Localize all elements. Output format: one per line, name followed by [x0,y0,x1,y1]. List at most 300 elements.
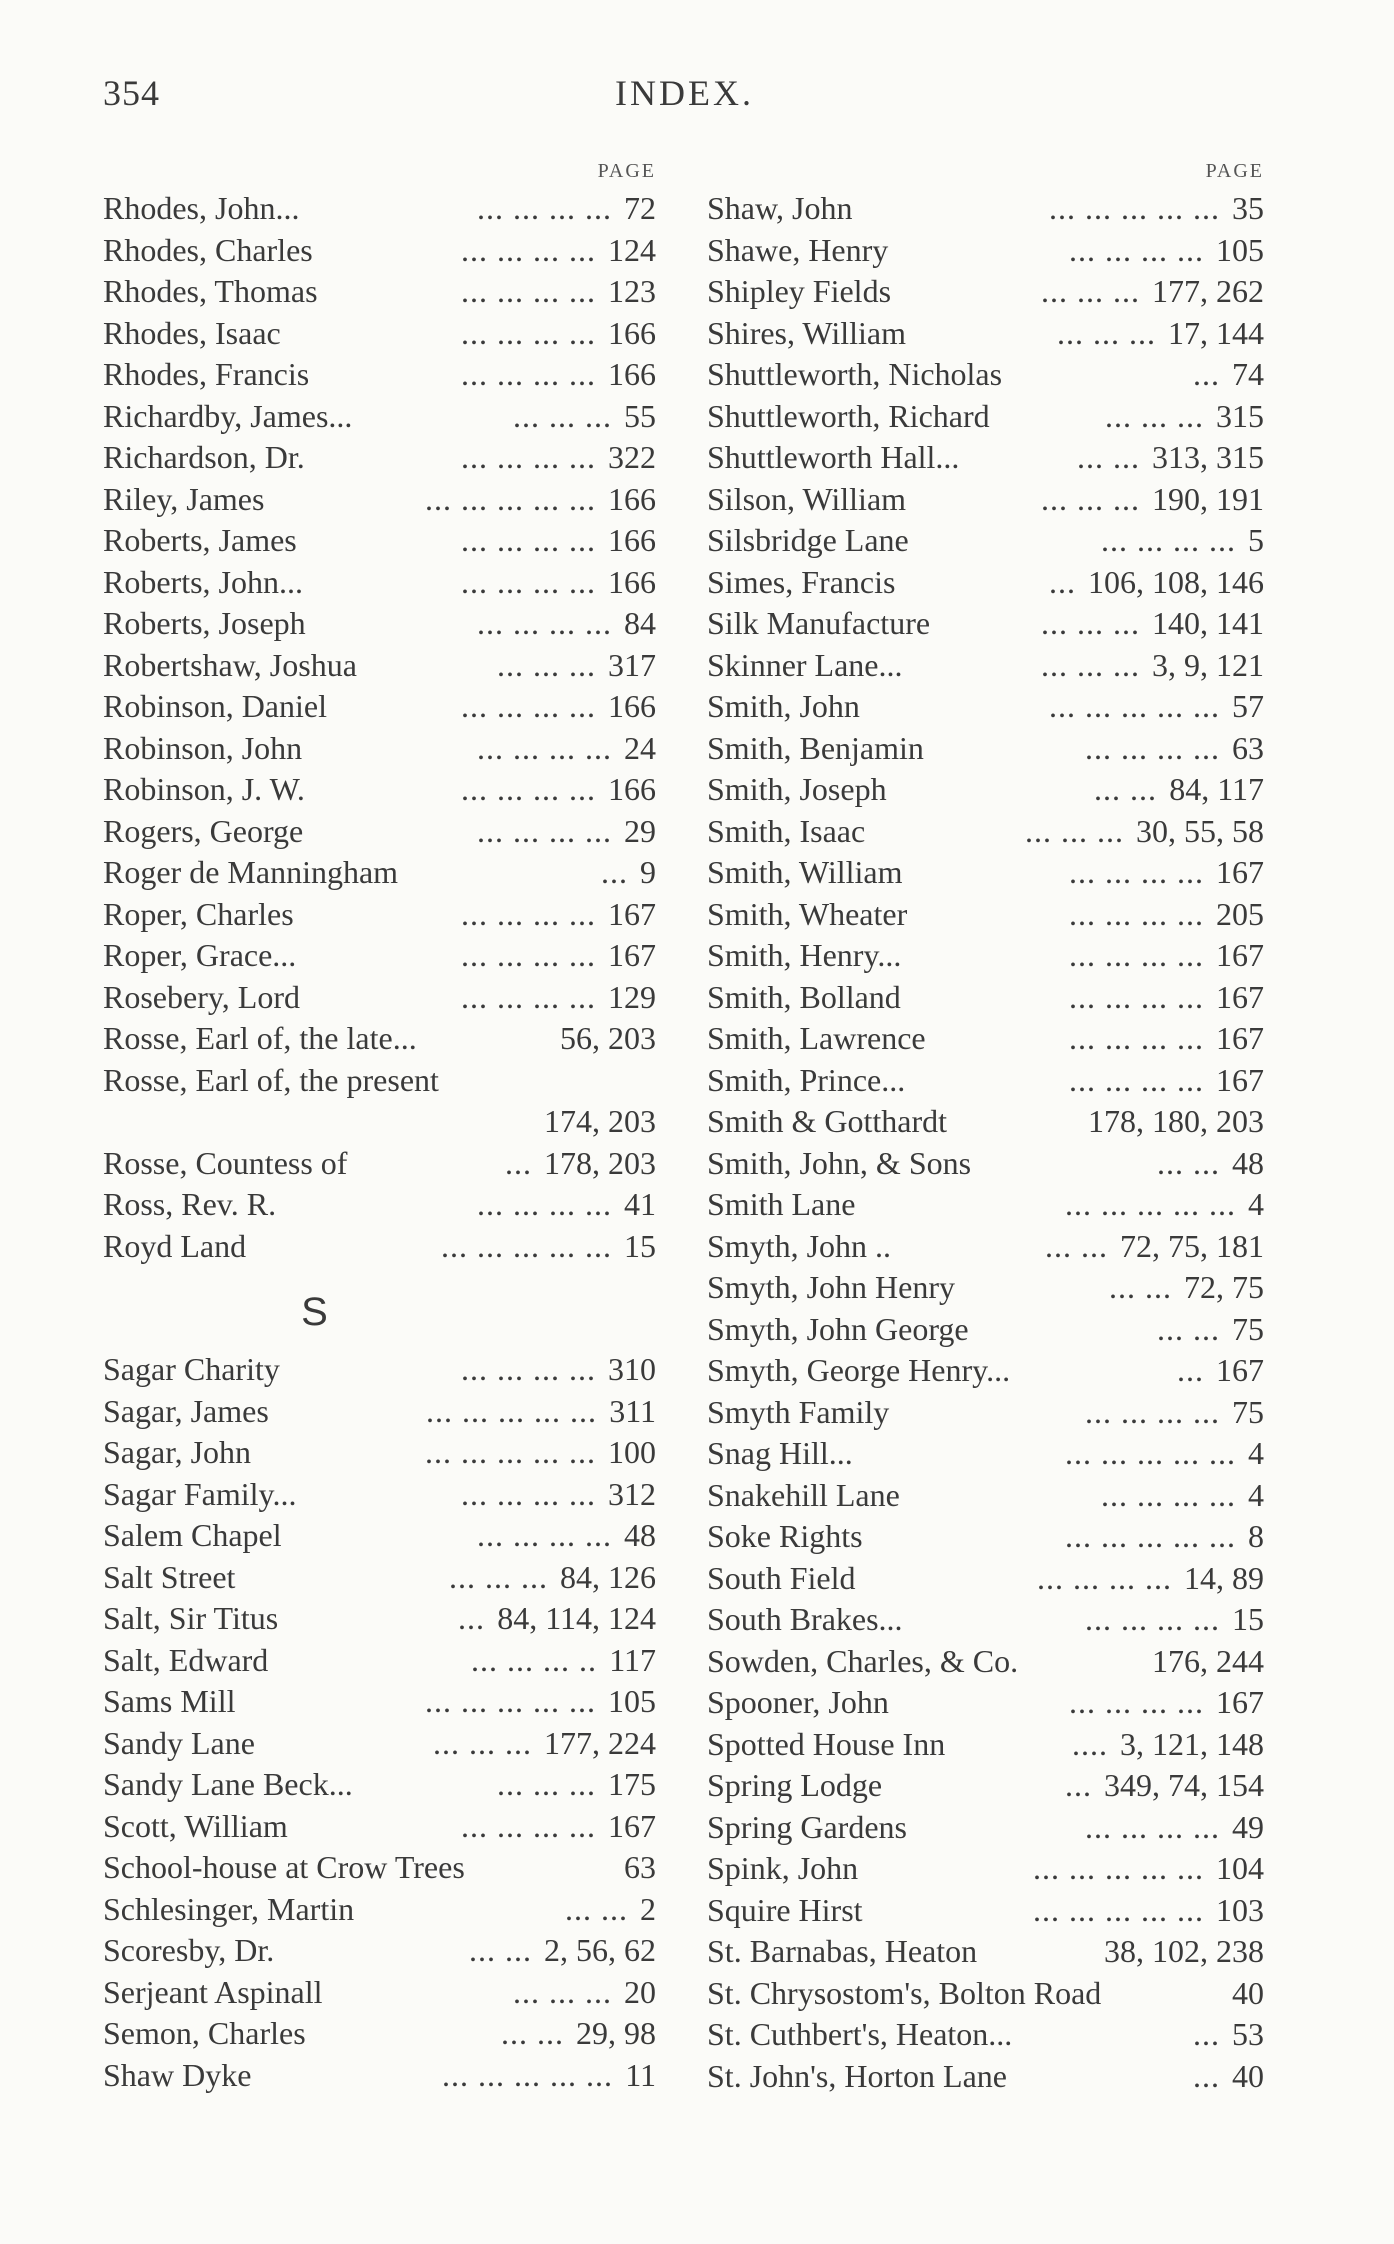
entry-pages: 2, 56, 62 [544,1932,656,1968]
entry-pages: 123 [608,273,656,309]
index-entry [103,188,656,230]
entry-leader-dots: ... ... ... ... [461,895,596,932]
entry-pages: 167 [1216,1684,1264,1720]
index-entry [103,1930,656,1972]
index-entry [103,1226,656,1268]
entry-name: Smith, Henry... [707,937,902,973]
entry-pages: 63 [1232,729,1264,766]
entry-name: Smith, Isaac [707,812,866,849]
entry-name: St. Barnabas, Heaton [707,1933,978,1969]
entry-name: Robertshaw, Joshua [103,646,357,683]
entry-name: Robinson, J. W. [103,771,305,807]
entry-leader-dots: ... ... ... ... [461,978,596,1015]
entry-pages: 311 [609,1392,656,1429]
index-entry [707,1973,1264,2015]
entry-name: Smyth Family [707,1393,890,1430]
entry-name: Shires, William [707,314,906,351]
index-entry [103,313,656,355]
entry-pages: 166 [608,480,656,517]
index-entry [103,562,656,604]
index-entry [103,1806,656,1848]
entry-name: Robinson, Daniel [103,688,327,724]
entry-pages: 313, 315 [1152,439,1264,475]
index-entry [707,2056,1264,2098]
entry-name: Smyth, John George [707,1310,969,1347]
index-entry [707,852,1264,894]
entry-name: Sandy Lane Beck... [103,1766,353,1802]
entry-pages: 129 [608,978,656,1015]
entry-leader-dots: ... ... ... ... ... [1065,1518,1236,1554]
page-title: INDEX. [615,73,754,113]
entry-name: Smith & Gotthardt [707,1103,947,1139]
index-entry [707,1890,1264,1932]
entry-pages: 205 [1216,895,1264,932]
entry-name: Roger de Manningham [103,854,399,890]
entry-leader-dots: ... ... [469,1932,532,1968]
entry-pages: 166 [608,563,656,600]
entry-pages: 4 [1248,1476,1264,1513]
index-entry [103,1723,656,1765]
entry-leader-dots: ... ... ... ... [1037,1559,1172,1596]
entry-name: Roberts, Joseph [103,605,306,641]
entry-leader-dots: ... ... ... ... [461,771,596,807]
entry-pages: 104 [1216,1850,1264,1886]
entry-name: Richardby, James... [103,397,353,434]
entry-pages: 175 [608,1766,656,1802]
entry-name: Salt, Edward [103,1641,269,1678]
entry-pages: 312 [608,1475,656,1512]
entry-name: Shuttleworth, Nicholas [707,356,1003,392]
index-entry [707,769,1264,811]
index-entry [707,1350,1264,1392]
entry-name: Smyth, John Henry [707,1269,955,1305]
entry-leader-dots: ... ... ... [513,1973,612,2010]
entry-name: Roberts, James [103,522,297,558]
index-entry [707,1060,1264,1102]
entry-leader-dots: ... ... [501,2015,564,2051]
entry-leader-dots: ... [601,854,628,890]
entry-leader-dots: ... [1193,2016,1220,2052]
entry-name: Schlesinger, Martin [103,1890,355,1927]
index-entry [103,271,656,313]
entry-name: Smyth, John .. [707,1227,892,1264]
entry-name: School-house at Crow Trees [103,1849,465,1885]
entry-pages: 167 [1216,854,1264,890]
entry-leader-dots: ... ... ... ... [461,1351,596,1387]
entry-name: Squire Hirst [707,1891,863,1928]
entry-name: Silson, William [707,480,907,517]
entry-name: Sagar Family... [103,1475,297,1512]
entry-pages: 140, 141 [1152,605,1264,641]
entry-pages: 166 [608,771,656,807]
entry-name: South Brakes... [707,1601,903,1637]
entry-pages: 3, 9, 121 [1152,646,1264,683]
entry-name: Riley, James [103,480,265,517]
entry-pages: 103 [1216,1891,1264,1928]
entry-pages: 29, 98 [576,2015,656,2051]
entry-name: Sagar Charity [103,1351,280,1387]
entry-name: Sandy Lane [103,1724,255,1761]
entry-list-r [103,188,656,1267]
entry-list-right [707,188,1264,2097]
index-entry [707,188,1264,230]
index-entry [707,1641,1264,1683]
entry-pages: 178, 180, 203 [1088,1103,1264,1139]
page-number: 354 [103,73,160,113]
entry-pages: 106, 108, 146 [1088,563,1264,600]
entry-pages: 166 [608,356,656,392]
index-entry [707,811,1264,853]
index-entry [707,645,1264,687]
entry-pages: 349, 74, 154 [1104,1767,1264,1803]
entry-leader-dots: ... [1193,2057,1220,2094]
entry-leader-dots: ... ... ... ... [1085,1393,1220,1430]
index-entry [103,437,656,479]
entry-pages: 2 [640,1890,656,1927]
index-entry [103,935,656,977]
entry-leader-dots: ... ... ... ... [461,273,596,309]
index-entry [103,1640,656,1682]
entry-leader-dots: ... ... ... [497,646,596,683]
entry-leader-dots: ... ... ... ... [1085,1808,1220,1845]
entry-name: St. Chrysostom's, Bolton Road [707,1974,1102,2011]
entry-pages: 84, 114, 124 [497,1600,656,1636]
entry-pages: 84, 117 [1169,771,1264,807]
entry-name: Rogers, George [103,812,304,849]
index-entry [707,1724,1264,1766]
section-letter: S [301,1290,328,1334]
index-entry [707,1267,1264,1309]
entry-name: Richardson, Dr. [103,439,305,475]
entry-leader-dots: ... ... ... ... ... [425,1683,596,1719]
entry-name: Rhodes, Charles [103,231,313,268]
entry-name: Smith, Wheater [707,895,908,932]
entry-leader-dots: ... ... [565,1890,628,1927]
entry-pages: 29 [624,812,656,849]
index-entry [103,686,656,728]
entry-leader-dots: ... ... ... ... [1069,937,1204,973]
entry-leader-dots: ... ... ... [449,1558,548,1595]
entry-name: Rhodes, Francis [103,356,310,392]
index-entry [103,230,656,272]
entry-pages: 75 [1232,1310,1264,1347]
entry-leader-dots: ... ... ... ... ... [1065,1435,1236,1471]
page-header [103,72,1268,122]
index-entry [103,1474,656,1516]
index-entry [707,1599,1264,1641]
entry-name: Sagar, John [103,1434,252,1470]
index-entry [103,2055,656,2097]
index-entry [707,271,1264,313]
index-entry [707,935,1264,977]
entry-pages: 63 [624,1849,656,1885]
entry-leader-dots: ... ... ... ... [461,1807,596,1844]
entry-leader-dots: ... ... [1045,1227,1108,1264]
index-entry [707,1807,1264,1849]
index-entry [103,728,656,770]
entry-leader-dots: ... ... ... ... [477,605,612,641]
entry-pages: 53 [1232,2016,1264,2052]
index-entry [103,520,656,562]
index-entry [103,1557,656,1599]
entry-leader-dots: ... ... ... ... [461,937,596,973]
index-entry [707,894,1264,936]
entry-name: Snag Hill... [707,1435,853,1471]
entry-name: Salt Street [103,1558,236,1595]
index-entry [707,728,1264,770]
entry-pages: 84, 126 [560,1558,656,1595]
index-entry [103,1349,656,1391]
entry-leader-dots: ... ... ... [1105,397,1204,434]
index-entry [707,479,1264,521]
entry-name: Smith, William [707,854,903,890]
entry-name: Smith, John, & Sons [707,1144,972,1181]
entry-name: Roper, Grace... [103,937,297,973]
index-entry [103,1889,656,1931]
entry-leader-dots: ... ... ... ... [461,688,596,724]
entry-pages: 24 [624,729,656,766]
entry-pages: 74 [1232,356,1264,392]
entry-pages: 30, 55, 58 [1136,812,1264,849]
entry-pages: 20 [624,1973,656,2010]
entry-pages: 310 [608,1351,656,1387]
entry-leader-dots: ... ... ... ... [1101,522,1236,558]
index-entry [103,1598,656,1640]
entry-leader-dots: ... ... ... ... [461,439,596,475]
entry-leader-dots: ... ... ... ... ... [426,1392,597,1429]
entry-name: Smith, Prince... [707,1061,906,1098]
entry-name: Scoresby, Dr. [103,1932,275,1968]
entry-leader-dots: ... ... ... ... [461,563,596,600]
entry-pages: 48 [1232,1144,1264,1181]
entry-pages: 48 [624,1517,656,1553]
entry-leader-dots: ... ... ... ... ... [1033,1891,1204,1928]
entry-pages: 11 [625,2056,656,2093]
entry-leader-dots: ... ... [1094,771,1157,807]
entry-pages: 14, 89 [1184,1559,1264,1596]
entry-name: Spooner, John [707,1684,889,1720]
entry-pages: 72, 75, 181 [1120,1227,1264,1264]
entry-pages: 167 [1216,1061,1264,1098]
entry-name: Ross, Rev. R. [103,1186,277,1222]
entry-name: Soke Rights [707,1518,863,1554]
entry-name: Silk Manufacture [707,605,931,641]
index-entry [707,603,1264,645]
entry-name: St. John's, Horton Lane [707,2057,1007,2094]
entry-leader-dots: ... ... ... ... ... [1049,190,1220,226]
entry-leader-dots: ... ... ... ... [1069,1020,1204,1056]
entry-pages: 55 [624,397,656,434]
entry-pages: 166 [608,522,656,558]
entry-list-s [103,1349,656,2096]
entry-leader-dots: ... [458,1600,485,1636]
index-entry [707,562,1264,604]
entry-pages: 56, 203 [560,1020,656,1056]
entry-pages: 117 [609,1641,656,1678]
entry-leader-dots: ... ... ... [1041,480,1140,517]
entry-pages: 167 [608,937,656,973]
entry-name: Sagar, James [103,1392,269,1429]
index-entry [103,977,656,1019]
entry-name: Scott, William [103,1807,288,1844]
entry-leader-dots: ... ... ... ... [477,1186,612,1222]
entry-pages: 166 [608,688,656,724]
entry-pages: 167 [1216,937,1264,973]
entry-leader-dots: ... ... [1157,1144,1220,1181]
index-entry [707,520,1264,562]
entry-leader-dots: ... ... ... ... ... [1033,1850,1204,1886]
entry-pages: 40 [1232,2057,1264,2094]
entry-pages: 177, 262 [1152,273,1264,309]
entry-leader-dots: ... [1177,1352,1204,1388]
index-entry [103,1391,656,1433]
index-entry [103,603,656,645]
entry-name: Smith, Benjamin [707,729,924,766]
entry-name: Smyth, George Henry... [707,1352,1011,1388]
entry-name: Silsbridge Lane [707,522,909,558]
index-entry [707,1682,1264,1724]
entry-name: South Field [707,1559,856,1596]
index-entry [103,811,656,853]
entry-leader-dots: ... ... ... ... ... [1049,688,1220,724]
entry-pages: 167 [1216,1020,1264,1056]
entry-leader-dots: ... ... ... ... ... [425,480,596,517]
entry-pages: 35 [1232,190,1264,226]
entry-pages: 4 [1248,1435,1264,1471]
index-entry [103,1184,656,1226]
entry-name: Rhodes, Isaac [103,314,281,351]
entry-leader-dots: ... [1049,563,1076,600]
entry-name: Rosse, Earl of, the present [103,1061,439,1098]
index-entry [103,2013,656,2055]
entry-leader-dots: ... ... ... ... [1101,1476,1236,1513]
entry-name: Shaw, John [707,190,853,226]
entry-leader-dots: ... ... ... ... [1069,231,1204,268]
entry-leader-dots: ... ... ... ... [461,314,596,351]
entry-leader-dots: ... ... ... ... [461,522,596,558]
entry-name: Shaw Dyke [103,2056,252,2093]
index-entry [103,1515,656,1557]
entry-leader-dots: ... ... ... ... [477,729,612,766]
entry-pages: 177, 224 [544,1724,656,1761]
entry-leader-dots: ... ... ... ... [1069,854,1204,890]
entry-pages: 41 [624,1186,656,1222]
entry-name: Rhodes, Thomas [103,273,318,309]
entry-pages: 174, 203 [544,1103,656,1139]
index-entry [707,1516,1264,1558]
page-column-label: PAGE [597,160,656,182]
entry-leader-dots: ... ... ... ... ... [441,1227,612,1264]
entry-pages: 178, 203 [544,1144,656,1181]
entry-name: Shawe, Henry [707,231,889,268]
index-entry [707,230,1264,272]
entry-pages: 72 [624,190,656,226]
entry-pages: 167 [1216,978,1264,1015]
entry-pages: 57 [1232,688,1264,724]
entry-pages: 315 [1216,397,1264,434]
entry-name: Snakehill Lane [707,1476,900,1513]
entry-pages: 49 [1232,1808,1264,1845]
index-entry [103,1143,656,1185]
index-entry [103,354,656,396]
entry-leader-dots: ... ... ... [1041,605,1140,641]
entry-leader-dots: ... ... ... [497,1766,596,1802]
entry-name: Rosse, Countess of [103,1144,348,1181]
entry-leader-dots: ... ... ... ... [1085,1601,1220,1637]
index-entry [103,396,656,438]
entry-name: Spring Gardens [707,1808,907,1845]
entry-leader-dots: ... ... ... [1025,812,1124,849]
entry-pages: 105 [608,1683,656,1719]
entry-leader-dots: ... ... ... [513,397,612,434]
entry-name: Sams Mill [103,1683,236,1719]
entry-name: Salem Chapel [103,1517,282,1553]
entry-name: Skinner Lane... [707,646,903,683]
entry-leader-dots: ... ... [1077,439,1140,475]
entry-pages: 105 [1216,231,1264,268]
entry-leader-dots: ... ... ... ... ... [442,2056,613,2093]
entry-pages: 4 [1248,1186,1264,1222]
entry-name: Rosebery, Lord [103,978,300,1015]
entry-pages: 84 [624,605,656,641]
entry-pages: 100 [608,1434,656,1470]
entry-name: Shipley Fields [707,273,892,309]
index-entry [707,977,1264,1019]
entry-leader-dots: ... ... ... ... ... [425,1434,596,1470]
entry-name: Smith, John [707,688,860,724]
index-entry [707,1931,1264,1973]
entry-name: Shuttleworth Hall... [707,439,960,475]
entry-leader-dots: ... ... ... ... [1069,1684,1204,1720]
entry-pages: 190, 191 [1152,480,1264,517]
entry-pages: 38, 102, 238 [1104,1933,1264,1969]
index-entry [103,769,656,811]
entry-name: Simes, Francis [707,563,896,600]
entry-name: Roberts, John... [103,563,303,600]
entry-name: Roper, Charles [103,895,294,932]
index-entry [707,1143,1264,1185]
index-entry [707,1101,1264,1143]
index-entry [707,1226,1264,1268]
entry-name: Smith, Joseph [707,771,887,807]
entry-pages: 167 [1216,1352,1264,1388]
index-entry [103,1018,656,1060]
entry-name: Semon, Charles [103,2015,306,2051]
index-entry [103,1972,656,2014]
index-entry [707,354,1264,396]
entry-leader-dots: ... ... ... ... [1069,895,1204,932]
entry-leader-dots: ... ... ... ... [461,231,596,268]
index-column-right [707,160,1264,2097]
index-entry [103,1101,656,1143]
index-entry [707,1309,1264,1351]
entry-name: St. Cuthbert's, Heaton... [707,2016,1013,2052]
index-entry [103,1681,656,1723]
index-entry [707,1475,1264,1517]
entry-leader-dots: ... [1065,1767,1092,1803]
index-entry [707,313,1264,355]
entry-pages: 124 [608,231,656,268]
entry-leader-dots: ... [505,1144,532,1181]
entry-name: Rosse, Earl of, the late... [103,1020,417,1056]
index-entry [707,396,1264,438]
entry-leader-dots: ... ... ... ... [1085,729,1220,766]
entry-leader-dots: ... ... ... [1041,273,1140,309]
entry-name: Smith Lane [707,1186,856,1222]
index-entry [103,894,656,936]
index-entry [103,1060,656,1102]
entry-name: Royd Land [103,1227,247,1264]
